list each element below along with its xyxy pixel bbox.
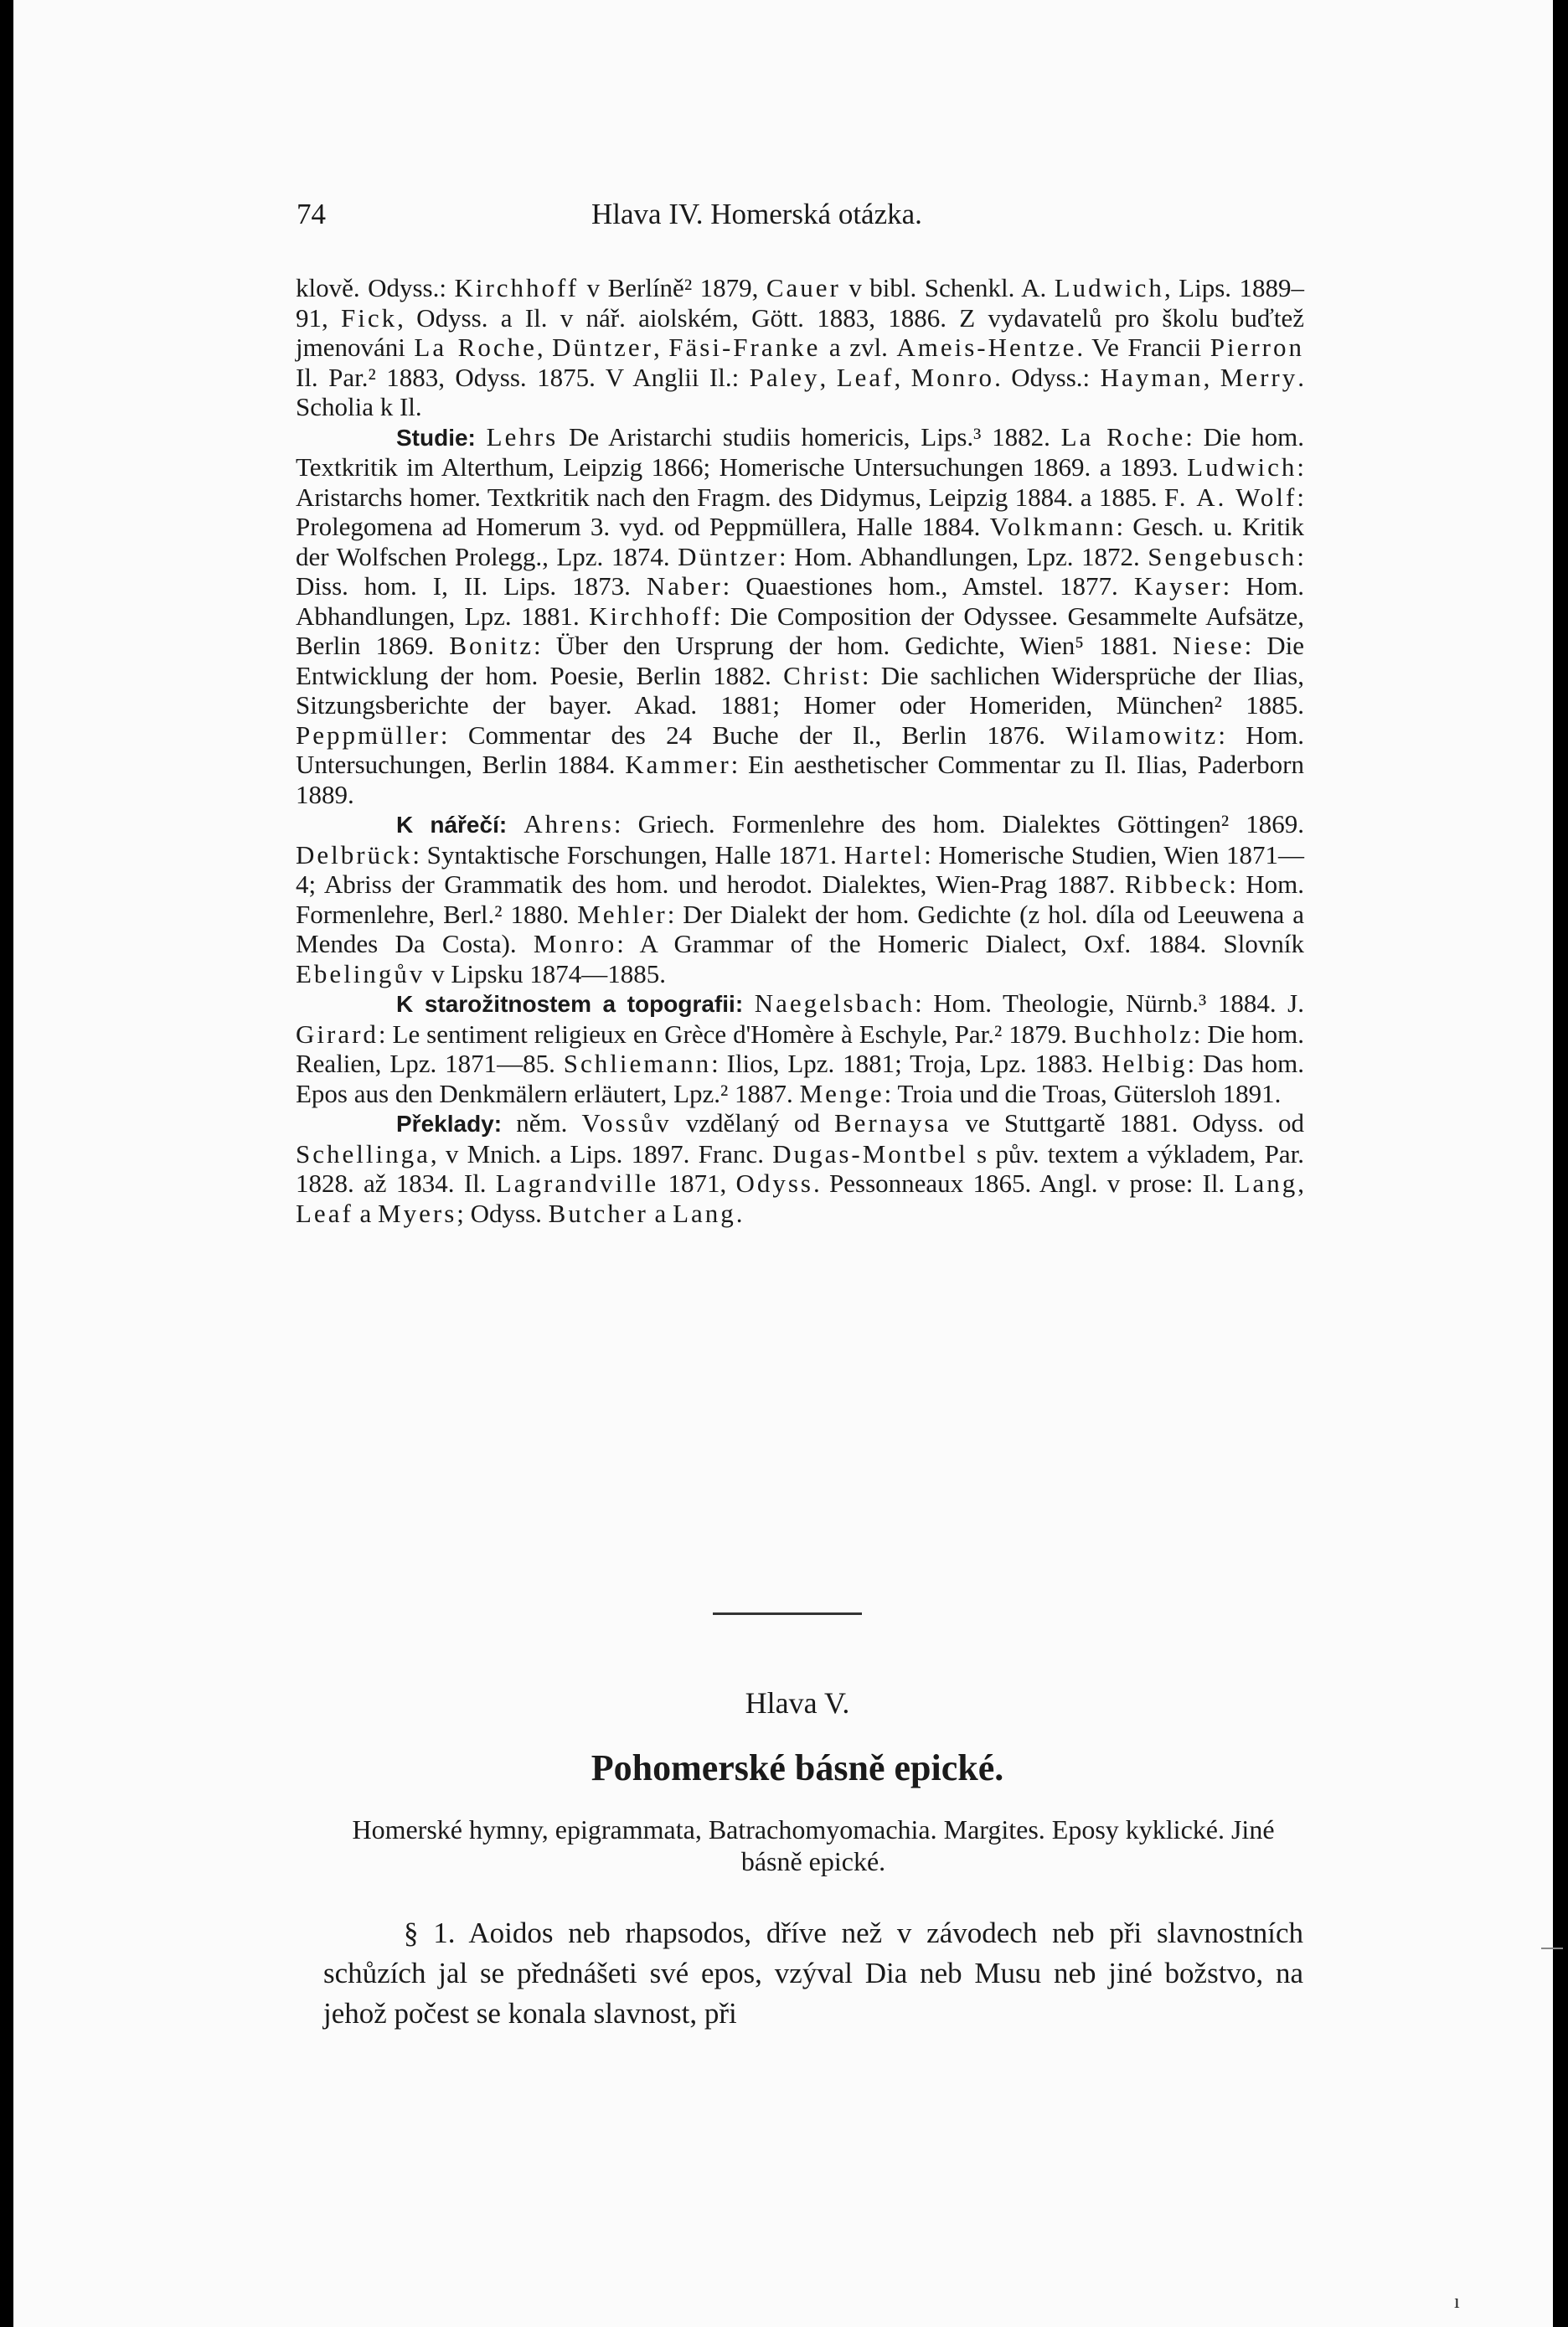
chapter-subtitle: Homerské hymny, epigrammata, Batrachomyomachia. Margites. Eposy kyklické. Jiné básně epické. [352, 1814, 1275, 1876]
heading-translations: Překlady: [396, 1111, 503, 1137]
chapter-title: Pohomerské básně epické. [591, 1747, 1004, 1788]
running-title: Hlava IV. Homerská otázka. [591, 198, 922, 230]
footer-mark: ı [1454, 2291, 1460, 2313]
section-1-text: § 1. Aoidos neb rhapsodos, dříve než v závodech neb při slavnostních schůzích jal se přednášeti své epos, vzýval Dia neb Musu neb jiné božstvo, na jehož počest se konala slavnost, při [323, 1917, 1303, 2030]
paragraph-editions: klově. Odyss.: Kirchhoff v Berlíně² 1879, Cauer v bibl. Schenkl. A. Ludwich, Lips. 1889–91, Fick, Odyss. a Il. v nář. aiolském, Gött. 1883, 1886. Z vydavatelů pro školu buďtež jmenováni La Roche, Düntzer, Fäsi-Franke a zvl. Ameis-Hentze. Ve Francii Pierron Il. Par.² 1883, Odyss. 1875. V Anglii Il.: Paley, Leaf, Monro. Odyss.: Hayman, Merry. Scholia k Il. [296, 273, 1305, 421]
heading-antiquities: K starožitnostem a topografii: [396, 991, 744, 1017]
section-divider [713, 1612, 862, 1615]
page-number: 74 [297, 198, 326, 230]
page [13, 0, 1553, 2327]
chapter-label: Hlava V. [745, 1686, 850, 1720]
paragraph-studie: Studie: Lehrs De Aristarchi studiis homericis, Lips.³ 1882. La Roche: Die hom. Textkritik im Alterthum, Leipzig 1866; Homerische Untersuchungen 1869. a 1893. Ludwich: Aristarchs homer. Textkritik nach den Fragm. des Didymus, Leipzig 1884. a 1885. F. A. Wolf: Prolegomena ad Homerum 3. vyd. od Peppmüllera, Halle 1884. Volkmann: Gesch. u. Kritik der Wolfschen Prolegg., Lpz. 1874. Düntzer: Hom. Abhandlungen, Lpz. 1872. Sengebusch: Diss. hom. I, II. Lips. 1873. Naber: Quaestiones hom., Amstel. 1877. Kayser: Hom. Abhandlungen, Lpz. 1881. Kirchhoff: Die Composition der Odyssee. Gesammelte Aufsätze, Berlin 1869. Bonitz: Über den Ursprung der hom. Gedichte, Wien⁵ 1881. Niese: Die Entwicklung der hom. Poesie, Berlin 1882. Christ: Die sachlichen Widersprüche der Ilias, Sitzungsberichte der bayer. Akad. 1881; Homer oder Homeriden, München² 1885. Peppmüller: Commentar des 24 Buche der Il., Berlin 1876. Wilamowitz: Hom. Untersuchungen, Berlin 1884. Kammer: Ein aesthetischer Commentar zu Il. Ilias, Paderborn 1889. [296, 421, 1305, 809]
heading-dialects: K nářečí: [396, 812, 508, 838]
paragraph-antiquities: K starožitnostem a topografii: Naegelsbach: Hom. Theologie, Nürnb.³ 1884. J. Girard: Le sentiment religieux en Grèce d'Homère à Eschyle, Par.² 1879. Buchholz: Die hom. Realien, Lpz. 1871—85. Schliemann: Ilios, Lpz. 1881; Troja, Lpz. 1883. Helbig: Das hom. Epos aus den Denkmälern erläutert, Lpz.² 1887. Menge: Troia und die Troas, Gütersloh 1891. [296, 988, 1304, 1108]
heading-studie: Studie: [396, 424, 476, 451]
bibliography [296, 273, 1304, 1228]
paragraph-dialects: K nářečí: Ahrens: Griech. Formenlehre des hom. Dialektes Göttingen² 1869. Delbrück: Syntaktische Forschungen, Halle 1871. Hartel: Homerische Studien, Wien 1871—4; Abriss der Grammatik des hom. und herodot. Dialektes, Wien-Prag 1887. Ribbeck: Hom. Formenlehre, Berl.² 1880. Mehler: Der Dialekt der hom. Gedichte (z hol. díla od Leeuwena a Mendes Da Costa). Monro: A Grammar of the Homeric Dialect, Oxf. 1884. Slovník Ebelingův v Lipsku 1874—1885. [296, 809, 1305, 988]
page-header [13, 198, 1553, 235]
margin-stroke [1541, 1948, 1563, 1949]
paragraph-translations: Překlady: něm. Vossův vzdělaný od Bernaysa ve Stuttgartě 1881. Odyss. od Schellinga, v Mnich. a Lips. 1897. Franc. Dugas-Montbel s pův. textem a výkladem, Par. 1828. až 1834. Il. Lagrandville 1871, Odyss. Pessonneaux 1865. Angl. v prose: Il. Lang, Leaf a Myers; Odyss. Butcher a Lang. [296, 1108, 1304, 1228]
section-1 [323, 1913, 1303, 2034]
